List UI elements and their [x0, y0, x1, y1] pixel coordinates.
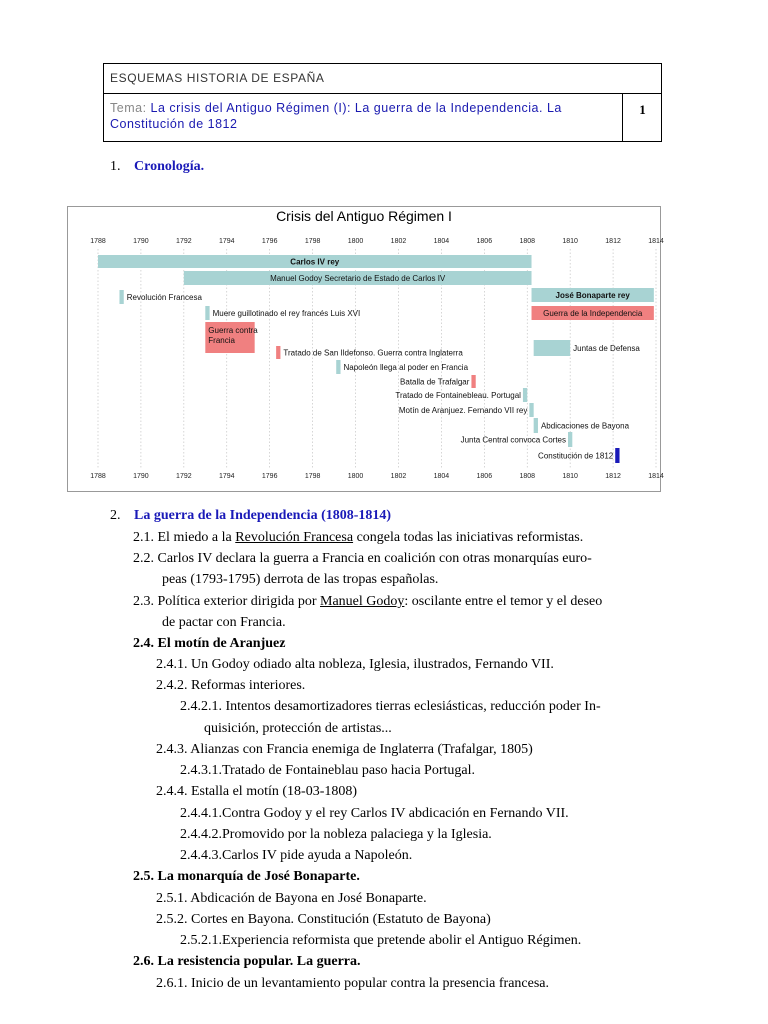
- timeline-bar-label: Manuel Godoy Secretario de Estado de Carlos IV: [270, 274, 446, 283]
- outline-heading: 2.5. La monarquía de José Bonaparte.: [133, 869, 360, 884]
- axis-tick-label: 1796: [261, 238, 278, 245]
- timeline-bar-label: Abdicaciones de Bayona: [540, 421, 630, 431]
- axis-tick-label: 1810: [562, 238, 578, 245]
- axis-tick-label: 1798: [304, 238, 321, 245]
- timeline-bar: [534, 340, 570, 356]
- outline-line: 2.5.2.1.Experiencia reformista que pretende abolir el Antiguo Régimen.: [180, 933, 582, 948]
- topic-line-1: La crisis del Antiguo Régimen (I): La guerra de la Independencia. La: [150, 101, 562, 115]
- axis-tick-label: 1812: [605, 238, 621, 245]
- outline-line: 2.4.2.1. Intentos desamortizadores tierras eclesiásticas, reducción poder In-: [180, 699, 601, 714]
- timeline-bar: [336, 360, 340, 374]
- axis-tick-label: 1788: [90, 473, 106, 480]
- axis-tick-label: 1798: [304, 473, 321, 480]
- timeline-bar-label: Revolución Francesa: [126, 293, 202, 302]
- axis-tick-label: 1814: [648, 238, 664, 245]
- outline-line: de pactar con Francia.: [162, 615, 286, 630]
- timeline-bar: [471, 375, 475, 388]
- outline-heading: 2.4. El motín de Aranjuez: [133, 636, 286, 651]
- axis-tick-label: 1790: [133, 473, 149, 480]
- axis-tick-label: 1810: [562, 473, 578, 480]
- outline-line: 2.4.4.1.Contra Godoy y el rey Carlos IV abdicación en Fernando VII.: [180, 806, 569, 821]
- outline-line: quisición, protección de artistas...: [204, 721, 392, 736]
- axis-tick-label: 1804: [433, 238, 450, 245]
- topic-line-2: Constitución de 1812: [110, 117, 238, 131]
- chart-title: Crisis del Antiguo Régimen I: [276, 208, 452, 224]
- line-number: 2.3.: [133, 594, 154, 609]
- outline-line: 2.6.1. Inicio de un levantamiento popular contra la presencia francesa.: [156, 976, 550, 991]
- axis-tick-label: 1802: [390, 238, 407, 245]
- outline-line: 2.4.1. Un Godoy odiado alta nobleza, Iglesia, ilustrados, Fernando VII.: [156, 657, 554, 672]
- topic-label: Tema:: [110, 101, 147, 115]
- axis-tick-label: 1802: [390, 473, 407, 480]
- timeline-bar-label: Motín de Aranjuez. Fernando VII rey: [398, 406, 528, 415]
- manuel-godoy-link[interactable]: Manuel Godoy: [320, 594, 405, 609]
- axis-tick-label: 1792: [176, 238, 192, 245]
- axis-tick-label: 1794: [218, 473, 235, 480]
- section-title: La guerra de la Independencia (1808-1814): [134, 508, 392, 523]
- line-number: 2.1.: [133, 530, 154, 545]
- timeline-bar-label: Tratado de Fontainebleau. Portugal: [395, 391, 521, 400]
- timeline-bar-label: Carlos IV rey: [290, 257, 340, 267]
- timeline-chart: [67, 206, 664, 492]
- timeline-bar-label: Tratado de San Ildefonso. Guerra contra Inglaterra: [283, 348, 463, 358]
- outline-line: 2.2. Carlos IV declara la guerra a Francia en coalición con otras monarquías euro-: [133, 551, 592, 566]
- timeline-bar: [529, 403, 533, 417]
- timeline-bar-label: Guerra de la Independencia: [543, 309, 643, 318]
- outline-line: [133, 529, 583, 547]
- timeline-bar: [205, 306, 209, 320]
- timeline-bar-label: Guerra contra Francia: [208, 326, 258, 345]
- axis-tick-label: 1808: [519, 238, 536, 245]
- axis-tick-label: 1794: [218, 238, 235, 245]
- topic-row: [104, 94, 661, 142]
- line-text: congela todas las iniciativas reformistas.: [353, 530, 584, 545]
- timeline-bar: [119, 290, 123, 304]
- timeline-bar-label: Batalla de Trafalgar: [400, 377, 470, 387]
- outline-line: 2.4.2. Reformas interiores.: [156, 678, 306, 693]
- outline-line: [133, 593, 602, 611]
- outline-heading: 2.6. La resistencia popular. La guerra.: [133, 954, 361, 969]
- topic-title: [110, 100, 610, 132]
- timeline-bar-label: Junta Central convoca Cortes: [460, 435, 567, 445]
- timeline-bar-label: Muere guillotinado el rey francés Luis XVI: [212, 309, 361, 318]
- outline-line: 2.4.3.1.Tratado de Fontaineblau paso hacia Portugal.: [180, 763, 475, 778]
- axis-tick-label: 1806: [476, 473, 493, 480]
- timeline-bar-label: José Bonaparte rey: [555, 291, 630, 300]
- outline-line: peas (1793-1795) derrota de las tropas españolas.: [162, 572, 439, 587]
- section-title: Cronología.: [134, 159, 205, 174]
- timeline-bar: [523, 388, 527, 402]
- axis-tick-label: 1814: [648, 473, 664, 480]
- section-number: 2.: [110, 508, 121, 523]
- axis-tick-label: 1796: [261, 473, 278, 480]
- outline-line: 2.5.2. Cortes en Bayona. Constitución (Estatuto de Bayona): [156, 912, 491, 927]
- line-text: El miedo a la: [157, 530, 236, 545]
- axis-tick-label: 1800: [347, 473, 364, 480]
- timeline-bar-label: Napoleón llega al poder en Francia: [343, 363, 469, 372]
- axis-tick-label: 1788: [90, 238, 106, 245]
- timeline-bar: [615, 448, 619, 463]
- outline-line: 2.4.3. Alianzas con Francia enemiga de Inglaterra (Trafalgar, 1805): [156, 742, 533, 757]
- outline-line: 2.4.4.3.Carlos IV pide ayuda a Napoleón.: [180, 848, 413, 863]
- axis-tick-label: 1806: [476, 238, 493, 245]
- axis-tick-label: 1812: [605, 473, 621, 480]
- timeline-bar-label: Juntas de Defensa: [573, 344, 640, 353]
- outline-line: 2.4.4.2.Promovido por la nobleza palaciega y la Iglesia.: [180, 827, 492, 842]
- page-number: 1: [622, 94, 662, 142]
- timeline-bar: [534, 418, 538, 433]
- outline-line: 2.4.4. Estalla el motín (18-03-1808): [156, 784, 358, 799]
- axis-tick-label: 1790: [133, 238, 149, 245]
- line-text: Política exterior dirigida por: [157, 594, 321, 609]
- timeline-svg: [68, 207, 664, 491]
- series-title: ESQUEMAS HISTORIA DE ESPAÑA: [104, 64, 661, 94]
- timeline-bar: [276, 346, 280, 359]
- axis-tick-label: 1792: [176, 473, 192, 480]
- axis-tick-label: 1808: [519, 473, 536, 480]
- axis-tick-label: 1804: [433, 473, 450, 480]
- section-number: 1.: [110, 159, 121, 174]
- timeline-bar-label: Constitución de 1812: [538, 451, 614, 461]
- timeline-bar: [568, 432, 572, 447]
- line-text: : oscilante entre el temor y el deseo: [404, 594, 603, 609]
- document-header: [103, 63, 662, 142]
- axis-tick-label: 1800: [347, 238, 364, 245]
- outline-line: 2.5.1. Abdicación de Bayona en José Bonaparte.: [156, 891, 427, 906]
- revolucion-francesa-link[interactable]: Revolución Francesa: [235, 530, 354, 545]
